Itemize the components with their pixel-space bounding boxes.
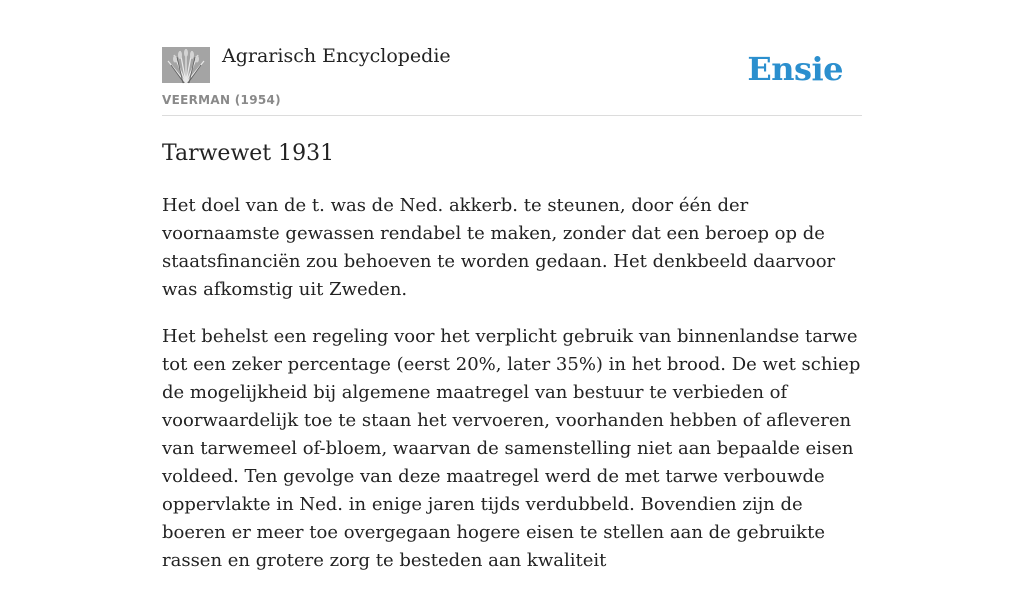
brand-logo-link[interactable]: Ensie [747, 50, 843, 88]
book-author: VEERMAN (1954) [162, 93, 281, 107]
article-paragraph: Het doel van de t. was de Ned. akkerb. te steunen, door één der voornaamste gewassen rendabel te maken, zonder dat een beroep op de staatsfinanciën zou behoeven te worden gedaan. Het denkbeeld daarvoor was afkomstig uit Zweden. [162, 195, 836, 300]
header [162, 0, 862, 116]
book-title[interactable]: Agrarisch Encyclopedie [222, 45, 451, 67]
page-title: Tarwewet 1931 [162, 141, 335, 166]
wheat-icon[interactable] [162, 47, 210, 83]
article-paragraph: Het behelst een regeling voor het verplicht gebruik van binnenlandse tarwe tot een zeker percentage (eerst 20%, later 35%) in het brood. De wet schiep de mogelijkheid bij algemene maatregel van bestuur te verbieden of voorwaardelijk toe te staan het vervoeren, voorhanden hebben of afleveren van tarwemeel of-bloem, waarvan de samenstelling niet aan bepaalde eisen voldeed. Ten gevolge van deze maatregel werd de met tarwe verbouwde oppervlakte in Ned. in enige jaren tijds verdubbeld. Bovendien zijn de boeren er meer toe overgegaan hogere eisen te stellen aan de gebruikte rassen en grotere zorg te besteden aan kwaliteit [162, 326, 861, 571]
article-body [162, 192, 866, 594]
content-container [162, 0, 862, 571]
